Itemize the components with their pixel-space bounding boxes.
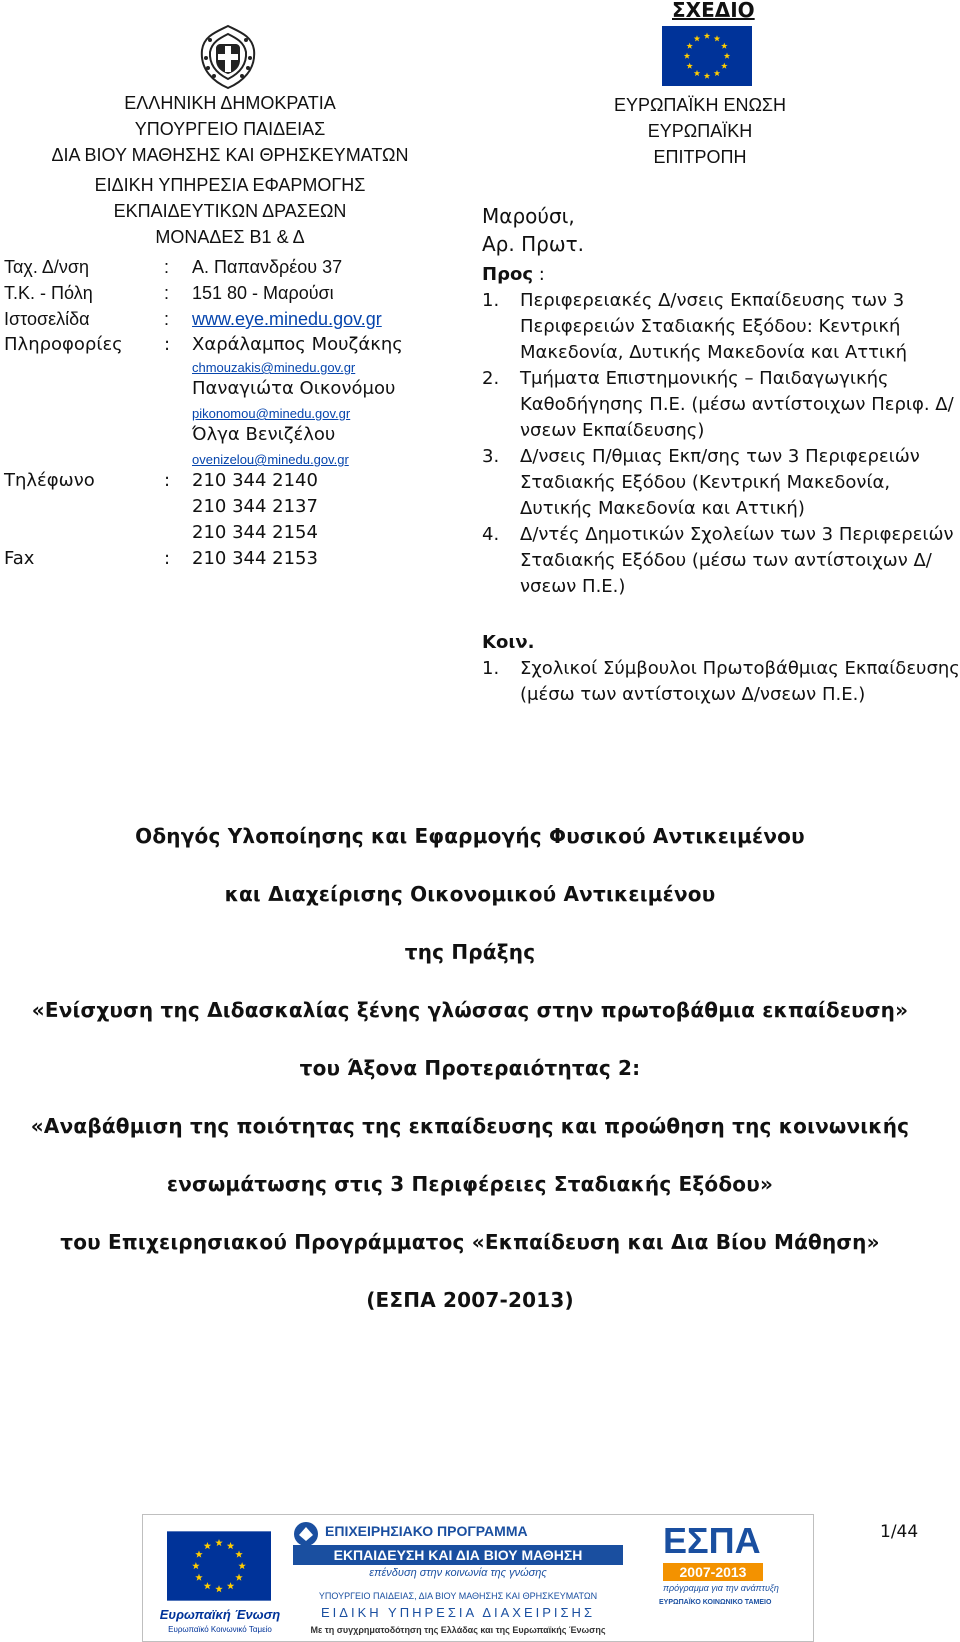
fax-label: Fax <box>4 548 35 569</box>
city-value: 151 80 - Μαρούσι <box>192 283 334 303</box>
colon: : <box>164 309 170 329</box>
draft-label: ΣΧΕΔΙΟ <box>672 0 755 22</box>
to-colon: : <box>538 264 545 285</box>
place-text: Μαρούσι, <box>482 204 575 228</box>
info-row <box>4 334 403 356</box>
program-slogan: επένδυση στην κοινωνία της γνώσης <box>369 1567 547 1579</box>
address-row <box>4 256 342 278</box>
ministry-line: ΥΠΟΥΡΓΕΙΟ ΠΑΙΔΕΙΑΣ, ΔΙΑ ΒΙΟΥ ΜΑΘΗΣΗΣ ΚΑΙ ΘΡΗΣΚΕΥΜΑΤΩΝ <box>318 1591 598 1601</box>
website-link[interactable]: www.eye.minedu.gov.gr <box>192 309 382 329</box>
recipient-item <box>482 522 960 602</box>
recipient-number: 4. <box>482 524 500 545</box>
agency-line: ΕΙΔΙΚΗ ΥΠΗΡΕΣΙΑ ΔΙΑΧΕΙΡΙΣΗΣ <box>321 1605 595 1620</box>
info-label: Πληροφορίες <box>4 334 123 355</box>
cc-number: 1. <box>482 658 500 679</box>
phone-value: 210 344 2154 <box>192 522 318 543</box>
cc-item <box>482 656 960 736</box>
cofunding-line: Με τη συγχρηματοδότηση της Ελλάδας και της Ευρωπαϊκής Ένωσης <box>310 1625 606 1635</box>
title-line: της Πράξης <box>404 940 536 964</box>
address-label: Ταχ. Δ/νση <box>4 257 90 277</box>
to-heading <box>482 264 545 285</box>
title-line: και Διαχείρισης Οικονομικού Αντικειμένου <box>224 882 716 906</box>
colon: : <box>164 283 170 303</box>
recipient-number: 3. <box>482 446 500 467</box>
to-label: Προς <box>482 264 533 285</box>
city-row <box>4 282 334 304</box>
recipient-number: 2. <box>482 368 500 389</box>
protocol-text: Αρ. Πρωτ. <box>482 232 584 256</box>
eu-line: ΕΥΡΩΠΑΪΚΗ ΕΠΙΤΡΟΠΗ <box>647 121 753 167</box>
cc-label: Κοιν. <box>482 632 535 653</box>
title-line: «Ενίσχυση της Διδασκαλίας ξένης γλώσσας στην πρωτοβάθμια εκπαίδευση» <box>31 998 909 1022</box>
city-label: Τ.Κ. - Πόλη <box>4 283 93 303</box>
title-line: του Επιχειρησιακού Προγράμματος «Εκπαίδευση και Δια Βίου Μάθηση» <box>60 1230 880 1254</box>
website-row <box>4 308 382 330</box>
eu-name: Ευρωπαϊκή Ένωση <box>159 1607 281 1622</box>
recipient-text: Τμήματα Επιστημονικής – Παιδαγωγικής Καθοδήγησης Π.Ε. (μέσω αντίστοιχων Περιφ. Δ/νσεων Εκπαίδευσης) <box>520 368 954 441</box>
person-email-link[interactable]: chmouzakis@minedu.gov.gr <box>192 360 356 375</box>
phone-value: 210 344 2140 <box>192 470 318 491</box>
colon: : <box>164 257 170 277</box>
person-name: Χαράλαμπος Μουζάκης <box>192 334 403 355</box>
colon: : <box>164 334 171 355</box>
header-line: ΕΛΛΗΝΙΚΗ ΔΗΜΟΚΡΑΤΙΑ <box>124 93 336 113</box>
website-label: Ιστοσελίδα <box>4 309 90 329</box>
recipient-text: Περιφερειακές Δ/νσεις Εκπαίδευσης των 3 Περιφερειών Σταδιακής Εξόδου: Κεντρική Μακεδονία, Δυτικής Μακεδονία και Αττική <box>520 290 908 363</box>
eu-line: ΕΥΡΩΠΑΪΚΗ ΕΝΩΣΗ <box>613 95 787 115</box>
person-name: Παναγιώτα Οικονόμου <box>192 378 396 399</box>
eu-header <box>600 92 800 170</box>
recipient-number: 1. <box>482 290 500 311</box>
title-line: του Άξονα Προτεραιότητας 2: <box>299 1056 641 1080</box>
espa-slogan: πρόγραμμα για την ανάπτυξη <box>663 1583 779 1593</box>
title-line: «Αναβάθμιση της ποιότητας της εκπαίδευσης και προώθηση της κοινωνικής <box>30 1114 910 1138</box>
greek-coat-of-arms-icon <box>196 22 260 92</box>
fax-value: 210 344 2153 <box>192 548 318 569</box>
funding-banner <box>142 1514 814 1642</box>
phone-label: Τηλέφωνο <box>4 470 95 491</box>
recipient-item <box>482 288 960 368</box>
program-line2: ΕΚΠΑΙΔΕΥΣΗ ΚΑΙ ΔΙΑ ΒΙΟΥ ΜΑΘΗΣΗ <box>293 1545 623 1565</box>
cc-text: Σχολικοί Σύμβουλοι Πρωτοβάθμιας Εκπαίδευσης (μέσω των αντίστοιχων Δ/νσεων Π.Ε.) <box>520 658 960 705</box>
person-email-link[interactable]: ovenizelou@minedu.gov.gr <box>192 452 349 467</box>
espa-years: 2007-2013 <box>663 1563 763 1581</box>
person-email-link[interactable]: pikonomou@minedu.gov.gr <box>192 406 351 421</box>
ministry-header <box>40 90 420 168</box>
eu-flag-icon <box>662 26 752 86</box>
title-line: ενσωμάτωσης στις 3 Περιφέρειες Σταδιακής Εξόδου» <box>166 1172 774 1196</box>
page-number: 1/44 <box>880 1522 919 1542</box>
recipient-text: Δ/νσεις Π/θμιας Εκπ/σης των 3 Περιφερειών Σταδιακής Εξόδου (Κεντρική Μακεδονία, Δυτικής Μακεδονία και Αττική) <box>520 446 920 519</box>
recipient-text: Δ/ντές Δημοτικών Σχολείων των 3 Περιφερειών Σταδιακής Εξόδου (μέσω των αντίστοιχων Δ/νσεων Π.Ε.) <box>520 524 954 597</box>
title-line: Οδηγός Υλοποίησης και Εφαρμογής Φυσικού Αντικειμένου <box>135 824 805 848</box>
unit-header <box>40 172 420 250</box>
unit-line: ΕΚΠΑΙΔΕΥΤΙΚΩΝ ΔΡΑΣΕΩΝ <box>113 201 347 221</box>
title-line: (ΕΣΠΑ 2007-2013) <box>366 1288 574 1312</box>
colon: : <box>164 470 171 491</box>
unit-line: ΕΙΔΙΚΗ ΥΠΗΡΕΣΙΑ ΕΦΑΡΜΟΓΗΣ <box>94 175 366 195</box>
phone-value: 210 344 2137 <box>192 496 318 517</box>
recipient-item <box>482 366 960 446</box>
phone-row <box>4 470 318 492</box>
colon: : <box>164 548 171 569</box>
espa-name: ΕΣΠΑ <box>663 1520 761 1561</box>
unit-line: ΜΟΝΑΔΕΣ Β1 & Δ <box>155 227 305 247</box>
recipient-item <box>482 444 960 524</box>
program-line1: ΕΠΙΧΕΙΡΗΣΙΑΚΟ ΠΡΟΓΡΑΜΜΑ <box>325 1523 528 1539</box>
fax-row <box>4 548 318 570</box>
header-line: ΔΙΑ ΒΙΟΥ ΜΑΘΗΣΗΣ ΚΑΙ ΘΡΗΣΚΕΥΜΑΤΩΝ <box>51 145 409 165</box>
person-name: Όλγα Βενιζέλου <box>192 424 336 445</box>
address-value: Α. Παπανδρέου 37 <box>192 257 343 277</box>
header-line: ΥΠΟΥΡΓΕΙΟ ΠΑΙΔΕΙΑΣ <box>134 119 326 139</box>
espa-fund: ΕΥΡΩΠΑΪΚΟ ΚΟΙΝΩΝΙΚΟ ΤΑΜΕΙΟ <box>659 1599 772 1606</box>
eu-flag-small-icon <box>167 1529 271 1603</box>
eu-fund: Ευρωπαϊκό Κοινωνικό Ταμείο <box>168 1625 272 1634</box>
program-logo-icon <box>293 1521 319 1547</box>
